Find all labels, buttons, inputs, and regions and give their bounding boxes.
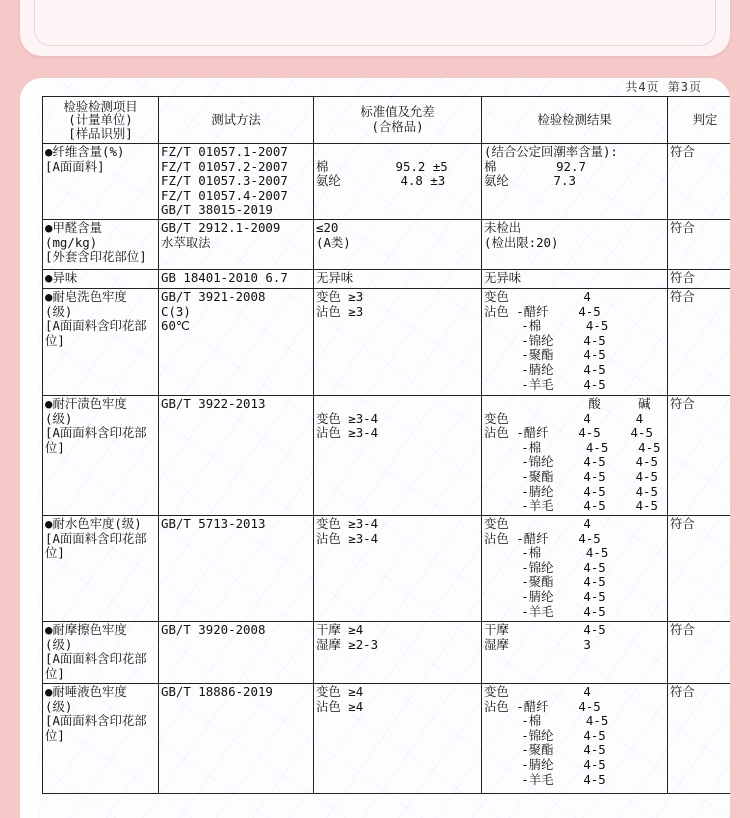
item-cell: ●异味 [43,269,159,288]
method-cell: GB 18401-2010 6.7 [159,269,314,288]
standard-cell: 变色 ≥3 沾色 ≥3 [314,288,482,395]
item-cell: ●耐唾液色牢度 (级) [A面面料含印花部 位] [43,683,159,793]
table-row [43,621,731,683]
table-row [43,269,731,288]
item-cell: ●耐摩擦色牢度 (级) [A面面料含印花部 位] [43,621,159,683]
top-card-border [34,0,716,46]
header-method: 测试方法 [159,97,314,144]
standard-cell: 棉 95.2 ±5 氨纶 4.8 ±3 [314,144,482,220]
report-sheet [20,78,730,818]
result-cell: 无异味 [482,269,668,288]
verdict-cell: 符合 [668,288,731,395]
item-cell: ●耐汗渍色牢度 (级) [A面面料含印花部 位] [43,395,159,515]
method-cell: GB/T 3921-2008 C(3) 60℃ [159,288,314,395]
standard-cell: 变色 ≥4 沾色 ≥4 [314,683,482,793]
method-cell: GB/T 3920-2008 [159,621,314,683]
table-row [43,683,731,793]
result-cell: 未检出 (检出限:20) [482,219,668,269]
method-cell: FZ/T 01057.1-2007 FZ/T 01057.2-2007 FZ/T 01057.3-2007 FZ/T 01057.4-2007 GB/T 38015-2019 [159,144,314,220]
inspection-table [42,96,730,794]
standard-cell: 无异味 [314,269,482,288]
method-cell: GB/T 2912.1-2009 水萃取法 [159,219,314,269]
table-row [43,395,731,515]
result-cell: 干摩 4-5 湿摩 3 [482,621,668,683]
standard-cell: ≤20 (A类) [314,219,482,269]
verdict-cell: 符合 [668,219,731,269]
standard-cell: 变色 ≥3-4 沾色 ≥3-4 [314,515,482,621]
verdict-cell: 符合 [668,515,731,621]
header-standard: 标准值及允差 (合格品) [314,97,482,144]
result-cell: 变色 4 沾色 -醋纤 4-5 -棉 4-5 -锦纶 4-5 -聚酯 4-5 -腈纶 4-5 -羊毛 4-5 [482,515,668,621]
item-cell: ●耐水色牢度(级) [A面面料含印花部 位] [43,515,159,621]
table-row [43,515,731,621]
top-card [20,0,730,56]
result-cell: 变色 4 沾色 -醋纤 4-5 -棉 4-5 -锦纶 4-5 -聚酯 4-5 -腈纶 4-5 -羊毛 4-5 [482,288,668,395]
verdict-cell: 符合 [668,683,731,793]
verdict-cell: 符合 [668,269,731,288]
table-row [43,219,731,269]
result-cell: 酸 碱 变色 4 4 沾色 -醋纤 4-5 4-5 -棉 4-5 4-5 -锦纶 4-5 4-5 -聚酯 4-5 4-5 -腈纶 4-5 4-5 -羊毛 4-5 4-5 [482,395,668,515]
method-cell: GB/T 18886-2019 [159,683,314,793]
result-cell: (结合公定回潮率含量): 棉 92.7 氨纶 7.3 [482,144,668,220]
table-row [43,144,731,220]
table-row [43,288,731,395]
standard-cell: 干摩 ≥4 湿摩 ≥2-3 [314,621,482,683]
item-cell: ●耐皂洗色牢度 (级) [A面面料含印花部 位] [43,288,159,395]
header-result: 检验检测结果 [482,97,668,144]
table-header-row [43,97,731,144]
header-verdict: 判定 [668,97,731,144]
method-cell: GB/T 5713-2013 [159,515,314,621]
page-number: 共4页 第3页 [625,80,702,94]
result-cell: 变色 4 沾色 -醋纤 4-5 -棉 4-5 -锦纶 4-5 -聚酯 4-5 -腈纶 4-5 -羊毛 4-5 [482,683,668,793]
standard-cell: 变色 ≥3-4 沾色 ≥3-4 [314,395,482,515]
item-cell: ●纤维含量(%) [A面面料] [43,144,159,220]
header-item: 检验检测项目 (计量单位) [样品识别] [43,97,159,144]
method-cell: GB/T 3922-2013 [159,395,314,515]
verdict-cell: 符合 [668,144,731,220]
verdict-cell: 符合 [668,621,731,683]
verdict-cell: 符合 [668,395,731,515]
item-cell: ●甲醛含量 (mg/kg) [外套含印花部位] [43,219,159,269]
